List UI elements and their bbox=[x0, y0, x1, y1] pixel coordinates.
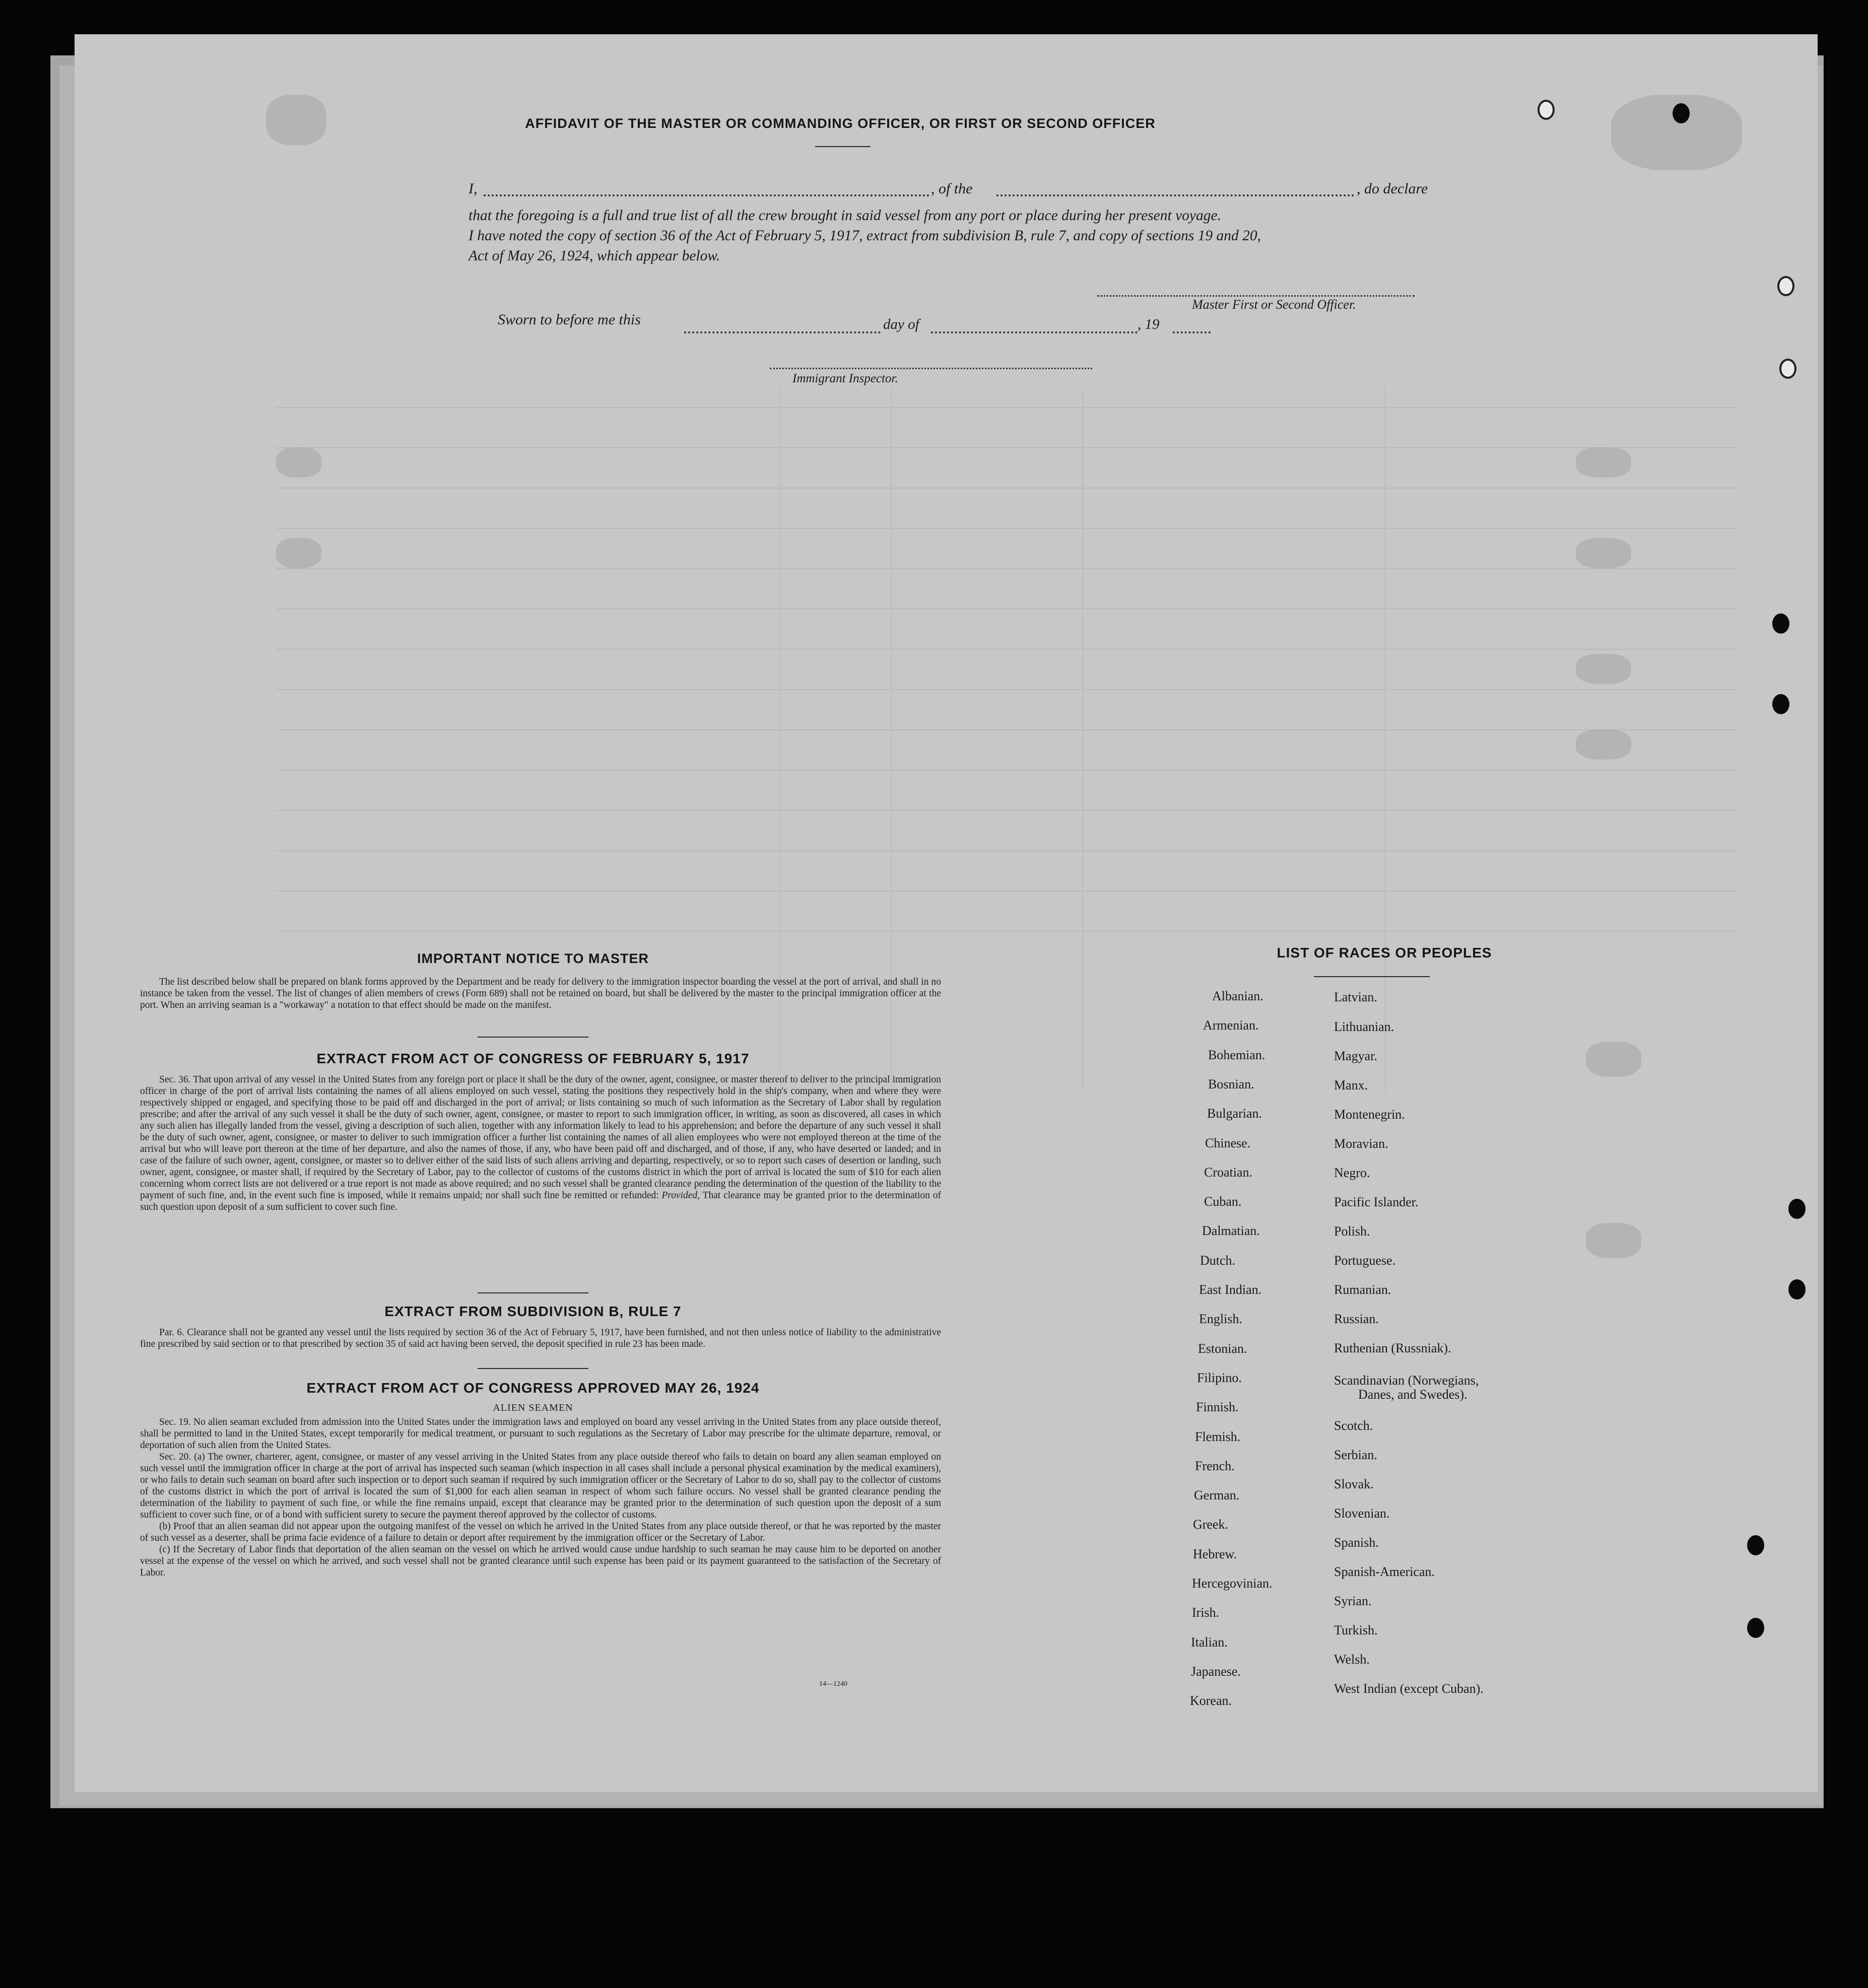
notice-heading: IMPORTANT NOTICE TO MASTER bbox=[417, 951, 649, 966]
extract-1917-text bbox=[140, 1074, 941, 1213]
race-item: Cuban. bbox=[1204, 1194, 1242, 1209]
alien-seamen-subheading: ALIEN SEAMEN bbox=[493, 1402, 573, 1413]
divider bbox=[478, 1037, 588, 1038]
section-19 bbox=[140, 1416, 941, 1451]
race-item: German. bbox=[1194, 1488, 1240, 1503]
race-item: Ruthenian (Russniak). bbox=[1334, 1341, 1451, 1355]
race-item: Pacific Islander. bbox=[1334, 1195, 1419, 1209]
proviso-label: Provided, bbox=[661, 1190, 700, 1201]
race-item: Chinese. bbox=[1205, 1135, 1251, 1150]
race-item: Finnish. bbox=[1196, 1400, 1239, 1415]
race-item: Lithuanian. bbox=[1334, 1019, 1394, 1034]
section-20b: (b) Proof that an alien seaman did not appear upon the outgoing manifest of the vessel on which he arrived in the United States from any place outside thereof, or that he was reported by the master of such vessel as a deserter, shall be prima facie evidence of a failure to detain or deport after requirement by the immigration officer or the Secretary of Labor. bbox=[140, 1521, 941, 1543]
race-item: Polish. bbox=[1334, 1224, 1370, 1239]
affidavit-statement bbox=[469, 205, 1426, 266]
punch-hole bbox=[1772, 694, 1789, 714]
race-item: Portuguese. bbox=[1334, 1253, 1396, 1268]
race-item: Albanian. bbox=[1212, 989, 1263, 1003]
section-20a-body: The owner, charterer, agent, consignee, or master of any vessel arriving in the United States from any place outside thereof who fails to detain on board any alien seaman employed on such vessel until the immigration officer in charge at the port of arrival has inspected such seaman (which inspection in all cases shall include a personal physical examination by the medical examiners), or who fails to detain such seaman on board after such inspection or to deport such seaman if required by such immigration officer or the Secretary of Labor to do so, shall pay to the collector of customs of the customs district in which the port of arrival is located the sum of $1,000 for each alien seaman in respect of whom such failure occurs. No vessel shall be granted clearance pending the determination of the liability to payment of such fine, or while the fine remains unpaid, except that clearance may be granted prior to the determination of such question upon the deposit of a sum sufficient to cover such fine, or of a bond with sufficient surety to secure the payment thereof approved by the collector of customs. bbox=[140, 1452, 941, 1520]
section-20a-label: Sec. 20. (a) bbox=[159, 1452, 205, 1462]
race-item: Flemish. bbox=[1195, 1429, 1241, 1444]
race-item: Magyar. bbox=[1334, 1049, 1377, 1063]
race-item: Korean. bbox=[1190, 1693, 1232, 1708]
affidavit-line-1: that the foregoing is a full and true list of all the crew brought in said vessel from any port or place during her present voyage. bbox=[469, 208, 1221, 224]
sworn-label: Sworn to before me this bbox=[498, 311, 641, 328]
day-of-label: day of bbox=[883, 316, 919, 332]
section-19-label: Sec. 19. bbox=[159, 1417, 191, 1427]
document-page bbox=[75, 34, 1818, 1792]
vessel-name-field[interactable] bbox=[996, 194, 1354, 196]
form-number: 14—1240 bbox=[819, 1680, 847, 1688]
inspector-signature-line[interactable] bbox=[770, 368, 1092, 369]
race-item: Bohemian. bbox=[1208, 1047, 1265, 1062]
race-item: Spanish. bbox=[1334, 1535, 1379, 1550]
section-19-body: No alien seaman excluded from admission into the United States under the immigration laws and employed on board any vessel arriving in the United States from any place outside thereof, shall be permitted to land in the United States, except temporarily for medical treatment, or pursuant to such regulations as the Secretary of Labor may prescribe for the ultimate departure, removal, or deportation of such alien from the United States. bbox=[140, 1417, 942, 1451]
race-item: Armenian. bbox=[1203, 1018, 1259, 1033]
race-item: Moravian. bbox=[1334, 1136, 1388, 1151]
section-20a bbox=[140, 1451, 941, 1521]
race-item: Hercegovinian. bbox=[1192, 1576, 1273, 1591]
punch-hole bbox=[1788, 1199, 1806, 1219]
extract-1917-heading: EXTRACT FROM ACT OF CONGRESS OF FEBRUARY 5, 1917 bbox=[316, 1051, 750, 1066]
race-item: English. bbox=[1199, 1312, 1242, 1327]
race-item: Slovenian. bbox=[1334, 1506, 1390, 1521]
race-item: Welsh. bbox=[1334, 1652, 1370, 1667]
section-36-body: That upon arrival of any vessel in the United States from any foreign port or place it shall be the duty of the owner, agent, consignee, or master thereof to deliver to the principal immigration officer in charge of the port of arrival lists containing the names of all aliens employed on such vessel, stating the positions they respectively hold in the ship's company, when and where they were respectively shipped or engaged, and specifying those to be paid off and discharged in the port of arrival; or lists containing so much of such information as the Secretary of Labor shall by regulation prescribe; and after the arrival of any such vessel it shall be the duty of such owner, agent, consignee, or master to report to such immigration officer, in writing, as soon as discovered, all cases in which any such alien has illegally landed from the vessel, giving a description of such alien, together with any information likely to lead to his apprehension; and before the departure of any such vessel it shall be the duty of such owner, agent, consignee, or master to deliver to such immigration officer a further list containing the names of all alien employees who were not employed thereon at the time of the arrival but who will leave port thereon at the time of her departure, and also the names of those, if any, who have been paid off and discharged, and of those, if any, who have deserted or landed; and in case of the failure of such owner, agent, consignee, or master so to deliver either of the said lists of such aliens arriving and departing, respectively, or so to report such cases of desertion or landing, such owner, agent, consignee, or master shall, if required by the Secretary of Labor, pay to the collector of customs of the customs district in which the port of arrival is located the sum of $10 for each alien concerning whom correct lists are not delivered or a true report is not made as above required; and no such vessel shall be granted clearance pending the determination of the question of the liability to the payment of such fine, and, in the event such fine is imposed, while it remains unpaid; nor shall such fine be remitted or refunded: bbox=[140, 1074, 942, 1201]
race-item: Spanish-American. bbox=[1334, 1564, 1435, 1579]
race-item: Dalmatian. bbox=[1202, 1223, 1260, 1239]
race-item: Manx. bbox=[1334, 1078, 1368, 1092]
punch-hole bbox=[1538, 100, 1555, 120]
race-item: West Indian (except Cuban). bbox=[1334, 1681, 1484, 1696]
master-signature-line[interactable] bbox=[1097, 295, 1415, 297]
race-item: Turkish. bbox=[1334, 1623, 1378, 1637]
race-item: Slovak. bbox=[1334, 1477, 1374, 1491]
race-item: Filipino. bbox=[1197, 1370, 1242, 1385]
affidavit-heading: AFFIDAVIT OF THE MASTER OR COMMANDING OFFICER, OR FIRST OR SECOND OFFICER bbox=[525, 116, 1156, 131]
punch-hole bbox=[1779, 359, 1796, 379]
sworn-year-field[interactable] bbox=[1173, 331, 1211, 333]
race-item: Negro. bbox=[1334, 1166, 1370, 1180]
affidavit-of-the: , of the bbox=[931, 180, 973, 197]
extract-1924-text bbox=[140, 1416, 941, 1579]
punch-hole bbox=[1788, 1279, 1806, 1299]
race-item: Scotch. bbox=[1334, 1418, 1373, 1433]
affidavit-line-3: Act of May 26, 1924, which appear below. bbox=[469, 248, 720, 264]
punch-hole bbox=[1673, 103, 1690, 123]
race-item: Irish. bbox=[1192, 1605, 1220, 1620]
race-item: Dutch. bbox=[1200, 1253, 1236, 1268]
race-item: Hebrew. bbox=[1193, 1546, 1237, 1561]
race-item: Scandinavian (Norwegians, bbox=[1334, 1373, 1479, 1388]
race-item: Russian. bbox=[1334, 1312, 1379, 1326]
race-item: East Indian. bbox=[1199, 1282, 1262, 1297]
inspector-signature-label: Immigrant Inspector. bbox=[792, 372, 898, 385]
year-label: , 19 bbox=[1138, 316, 1160, 332]
extract-rule7-heading: EXTRACT FROM SUBDIVISION B, RULE 7 bbox=[384, 1304, 682, 1319]
race-item: Bosnian. bbox=[1208, 1076, 1254, 1091]
divider bbox=[478, 1368, 588, 1369]
race-item: Estonian. bbox=[1198, 1341, 1247, 1356]
race-item: Serbian. bbox=[1334, 1448, 1377, 1462]
race-item: Croatian. bbox=[1204, 1164, 1253, 1180]
divider bbox=[815, 146, 871, 147]
sworn-month-field[interactable] bbox=[931, 331, 1138, 333]
race-item: Greek. bbox=[1193, 1517, 1229, 1532]
extract-rule7-text: Par. 6. Clearance shall not be granted any vessel until the lists required by section 36 of the Act of February 5, 1917, have been furnished, and not then unless notice of liability to the administrative fine prescribed by said section or to that prescribed by section 35 of said act having been served, the deposit specified in rule 23 has been made. bbox=[140, 1327, 941, 1349]
section-20c: (c) If the Secretary of Labor finds that deportation of the alien seaman on the vessel on which he arrived would cause undue hardship to such seaman he may cause him to be deported on another vessel at the expense of the vessel on which he arrived, and such vessel shall not be granted clearance until such expense has been paid or its payment guaranteed to the satisfaction of the Secretary of Labor. bbox=[140, 1544, 941, 1578]
punch-hole bbox=[1772, 613, 1789, 634]
punch-hole bbox=[1747, 1618, 1764, 1638]
race-item: Japanese. bbox=[1191, 1664, 1241, 1679]
races-heading: LIST OF RACES OR PEOPLES bbox=[1277, 945, 1492, 961]
affidavit-i-label: I, bbox=[469, 180, 478, 197]
affidavit-line-2: I have noted the copy of section 36 of the Act of February 5, 1917, extract from subdivision B, rule 7, and copy of sections 19 and 20, bbox=[469, 228, 1261, 244]
proviso-text: That clearance may be granted prior to the determination of such question upon deposit of a sum sufficient to cover such fine. bbox=[140, 1190, 941, 1212]
notice-text: The list described below shall be prepared on blank forms approved by the Department and be ready for delivery to the immigration inspector boarding the vessel at the port of arrival, and shall in no instance be taken from the vessel. The list of changes of alien members of crews (Form 689) shall not be retained on board, but shall be delivered by the master to the principal immigration officer at the port. When an arriving seaman is a "workaway" a notation to that effect should be made on the manifest. bbox=[140, 977, 941, 1010]
extract-1924-heading: EXTRACT FROM ACT OF CONGRESS APPROVED MAY 26, 1924 bbox=[306, 1380, 760, 1396]
race-item: Bulgarian. bbox=[1207, 1106, 1262, 1121]
section-36-label: Sec. 36. bbox=[159, 1074, 191, 1085]
race-item: Danes, and Swedes). bbox=[1358, 1387, 1467, 1402]
divider bbox=[1314, 976, 1430, 977]
race-item: Syrian. bbox=[1334, 1594, 1372, 1608]
punch-hole bbox=[1747, 1535, 1764, 1555]
sworn-day-field[interactable] bbox=[684, 331, 881, 333]
master-signature-label: Master First or Second Officer. bbox=[1192, 297, 1356, 312]
divider bbox=[478, 1292, 588, 1293]
race-item: Montenegrin. bbox=[1334, 1107, 1405, 1122]
master-name-field[interactable] bbox=[484, 194, 929, 196]
punch-hole bbox=[1777, 276, 1794, 296]
race-item: French. bbox=[1195, 1458, 1235, 1473]
affidavit-do-declare: , do declare bbox=[1357, 180, 1428, 197]
race-item: Rumanian. bbox=[1334, 1282, 1391, 1297]
race-item: Italian. bbox=[1191, 1634, 1228, 1650]
race-item: Latvian. bbox=[1334, 990, 1377, 1004]
